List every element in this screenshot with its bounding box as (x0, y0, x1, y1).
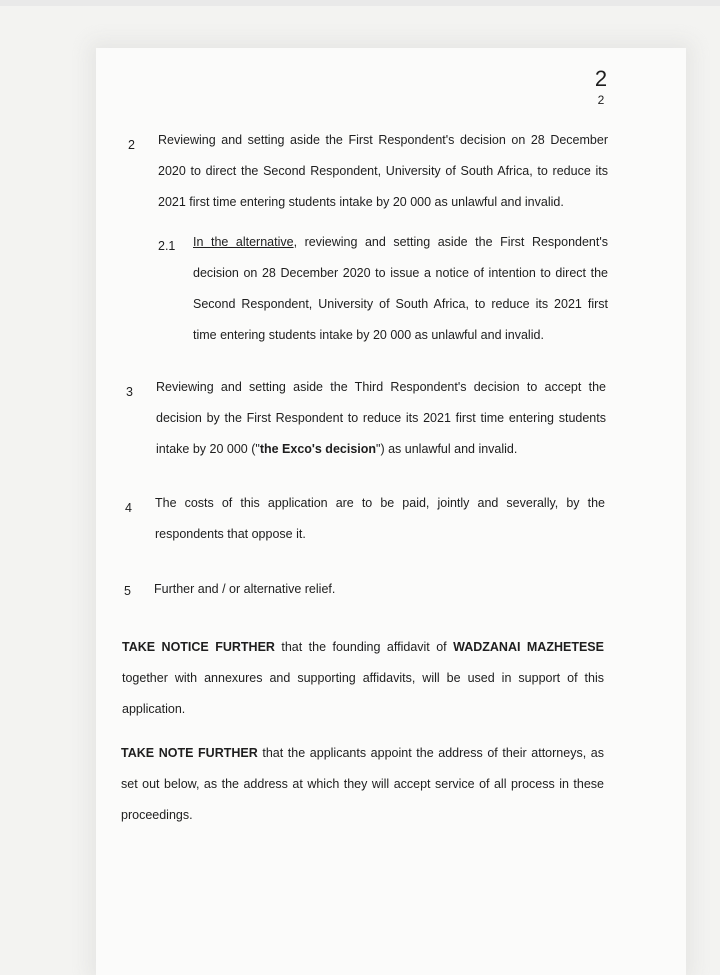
item-number: 4 (125, 501, 132, 515)
exco-decision-term: the Exco's decision (259, 442, 377, 456)
notice-2-line-2: set out below, as the address at which they will accept service of all process in these (121, 777, 604, 791)
item-number: 5 (124, 584, 131, 598)
notice-attorney-address (121, 738, 604, 831)
item-2-1-text (193, 227, 608, 351)
notice-1-lead: TAKE NOTICE FURTHER (122, 640, 275, 654)
item-2-1-line-1-rest: , reviewing and setting aside the First Respondent's (293, 235, 608, 249)
item-3-line-3 (156, 434, 606, 465)
item-2-line-1: Reviewing and setting aside the First Respondent's decision on 28 December (158, 133, 608, 147)
underlined-lead: In the alternative (193, 235, 294, 249)
item-number: 2.1 (158, 239, 176, 253)
notice-1-mid: that the founding affidavit of (274, 640, 454, 654)
item-4-text (155, 488, 605, 550)
notice-founding-affidavit (122, 632, 604, 725)
page-number-small: 2 (597, 93, 605, 107)
notice-1-line-1 (122, 632, 604, 663)
item-3-line-2: decision by the First Respondent to reduce its 2021 first time entering students (156, 411, 606, 425)
item-2-1-line-1 (193, 227, 608, 258)
item-2-line-2: 2020 to direct the Second Respondent, University of South Africa, to reduce its (158, 164, 608, 178)
top-bar (0, 0, 720, 6)
notice-2-rest: that the applicants appoint the address of their attorneys, as (257, 746, 604, 760)
item-2-1-line-3: Second Respondent, University of South Africa, to reduce its 2021 first (193, 297, 608, 311)
notice-1-line-2: together with annexures and supporting affidavits, will be used in support of this (122, 671, 604, 685)
item-4-line-1: The costs of this application are to be paid, jointly and severally, by the (155, 496, 605, 510)
item-3-text (156, 372, 606, 465)
item-3-line-1: Reviewing and setting aside the Third Respondent's decision to accept the (156, 380, 606, 394)
notice-2-line-3: proceedings. (121, 808, 193, 822)
item-5-text (154, 574, 604, 605)
item-2-text (158, 125, 608, 218)
notice-2-line-1 (121, 738, 604, 769)
item-2-1-line-4: time entering students intake by 20 000 as unlawful and invalid. (193, 328, 544, 342)
item-number: 3 (126, 385, 133, 399)
item-number: 2 (128, 138, 135, 152)
page-number: 2 (594, 66, 608, 91)
item-3-line-3-post: ") as unlawful and invalid. (376, 442, 518, 456)
item-5-line-1: Further and / or alternative relief. (154, 582, 336, 596)
notice-1-line-3: application. (122, 702, 186, 716)
item-2-line-3: 2021 first time entering students intake by 20 000 as unlawful and invalid. (158, 195, 564, 209)
item-3-line-3-pre: intake by 20 000 (" (156, 442, 260, 456)
item-2-1-line-2: decision on 28 December 2020 to issue a notice of intention to direct the (193, 266, 608, 280)
item-4-line-2: respondents that oppose it. (155, 527, 306, 541)
notice-2-lead: TAKE NOTE FURTHER (121, 746, 258, 760)
deponent-name: WADZANAI MAZHETESE (453, 640, 604, 654)
